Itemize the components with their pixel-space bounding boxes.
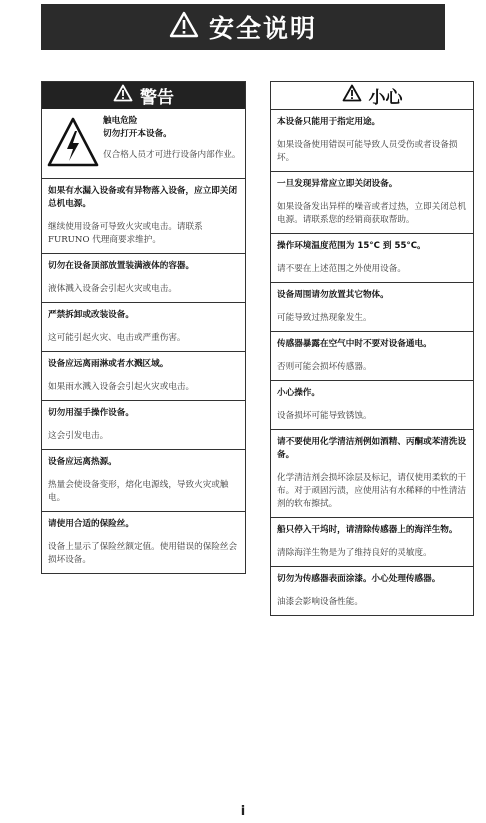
caution-panel xyxy=(270,81,474,616)
page-title-bar xyxy=(41,4,445,50)
warning-item-title: 设备应远离热源。 xyxy=(48,457,117,467)
warning-panel xyxy=(41,81,246,574)
warning-item xyxy=(42,303,245,352)
hazard-body: 仅合格人员才可进行设备内部作业。 xyxy=(103,150,241,160)
warning-header xyxy=(42,82,245,109)
warning-item-title: 如果有水漏入设备或有异物落入设备，应立即关闭总机电源。 xyxy=(48,186,238,209)
caution-item xyxy=(271,381,473,430)
caution-item-title: 设备周围请勿放置其它物体。 xyxy=(277,290,389,300)
caution-item-title: 操作环境温度范围为 15°C 到 55°C。 xyxy=(277,241,426,251)
warning-item xyxy=(42,512,245,573)
electric-shock-hazard xyxy=(42,109,245,179)
caution-item xyxy=(271,283,473,332)
warning-item-title: 请使用合适的保险丝。 xyxy=(48,519,134,529)
warning-triangle-icon xyxy=(113,84,133,107)
warning-heading: 警告 xyxy=(140,88,174,108)
caution-item-title: 一旦发现异常应立即关闭设备。 xyxy=(277,179,398,189)
warning-item-title: 设备应远离雨淋或者水溅区域。 xyxy=(48,359,169,369)
warning-triangle-icon xyxy=(169,11,199,44)
warning-item xyxy=(42,401,245,450)
warning-item-body: 这可能引起火灾、电击或严重伤害。 xyxy=(48,333,186,343)
caution-triangle-icon xyxy=(342,84,362,107)
caution-item xyxy=(271,172,473,234)
electric-shock-icon xyxy=(47,115,99,173)
caution-item xyxy=(271,110,473,172)
warning-item-body: 设备上显示了保险丝额定值。使用错误的保险丝会损坏设备。 xyxy=(48,542,238,565)
caution-item-title: 请不要使用化学清洁剂例如酒精、丙酮或苯清洗设备。 xyxy=(277,437,467,460)
caution-item-title: 本设备只能用于指定用途。 xyxy=(277,117,381,127)
caution-item-body: 请不要在上述范围之外使用设备。 xyxy=(277,264,406,274)
caution-heading: 小心 xyxy=(368,88,403,108)
warning-item xyxy=(42,450,245,512)
caution-item xyxy=(271,332,473,381)
warning-item-body: 如果雨水溅入设备会引起火灾或电击。 xyxy=(48,382,195,392)
caution-item-body: 如果设备使用错误可能导致人员受伤或者设备损坏。 xyxy=(277,140,458,163)
caution-item-title: 小心操作。 xyxy=(277,388,320,398)
caution-item xyxy=(271,234,473,283)
warning-item xyxy=(42,352,245,401)
warning-item xyxy=(42,254,245,303)
caution-item-title: 切勿为传感器表面涂漆。小心处理传感器。 xyxy=(277,574,441,584)
warning-item-title: 切勿在设备顶部放置装满液体的容器。 xyxy=(48,261,195,271)
page-title: 安全说明 xyxy=(208,14,317,43)
warning-item-title: 切勿用湿手操作设备。 xyxy=(48,408,134,418)
warning-item-title: 严禁拆卸或改装设备。 xyxy=(48,310,134,320)
caution-item-body: 清除海洋生物是为了维持良好的灵敏度。 xyxy=(277,548,432,558)
caution-item-body: 否则可能会损坏传感器。 xyxy=(277,362,372,372)
caution-item-body: 设备损坏可能导致锈蚀。 xyxy=(277,411,372,421)
caution-item-body: 油漆会影响设备性能。 xyxy=(277,597,363,607)
caution-header xyxy=(271,82,473,110)
caution-item-title: 船只停入干坞时，请清除传感器上的海洋生物。 xyxy=(277,525,458,535)
warning-item-body: 热量会使设备变形，熔化电源线，导致火灾或触电。 xyxy=(48,480,229,503)
warning-item-body: 继续使用设备可导致火灾或电击。请联系 FURUNO 代理商要求维护。 xyxy=(48,222,203,245)
page-number: i xyxy=(240,804,246,819)
caution-item xyxy=(271,567,473,615)
caution-item xyxy=(271,518,473,567)
caution-item-title: 传感器暴露在空气中时不要对设备通电。 xyxy=(277,339,432,349)
caution-item-body: 如果设备发出异样的噪音或者过热，立即关闭总机电源。请联系您的经销商获取帮助。 xyxy=(277,202,467,225)
warning-item-body: 这会引发电击。 xyxy=(48,431,109,441)
warning-item xyxy=(42,179,245,254)
warning-item-body: 液体溅入设备会引起火灾或电击。 xyxy=(48,284,177,294)
hazard-title: 触电危险 切勿打开本设备。 xyxy=(103,116,172,139)
caution-item xyxy=(271,430,473,518)
caution-item-body: 可能导致过热现象发生。 xyxy=(277,313,372,323)
caution-item-body: 化学清洁剂会损坏涂层及标记，请仅使用柔软的干布。对于顽固污渍，应使用沾有水稀释的中性清洁剂的软布擦拭。 xyxy=(277,473,467,509)
